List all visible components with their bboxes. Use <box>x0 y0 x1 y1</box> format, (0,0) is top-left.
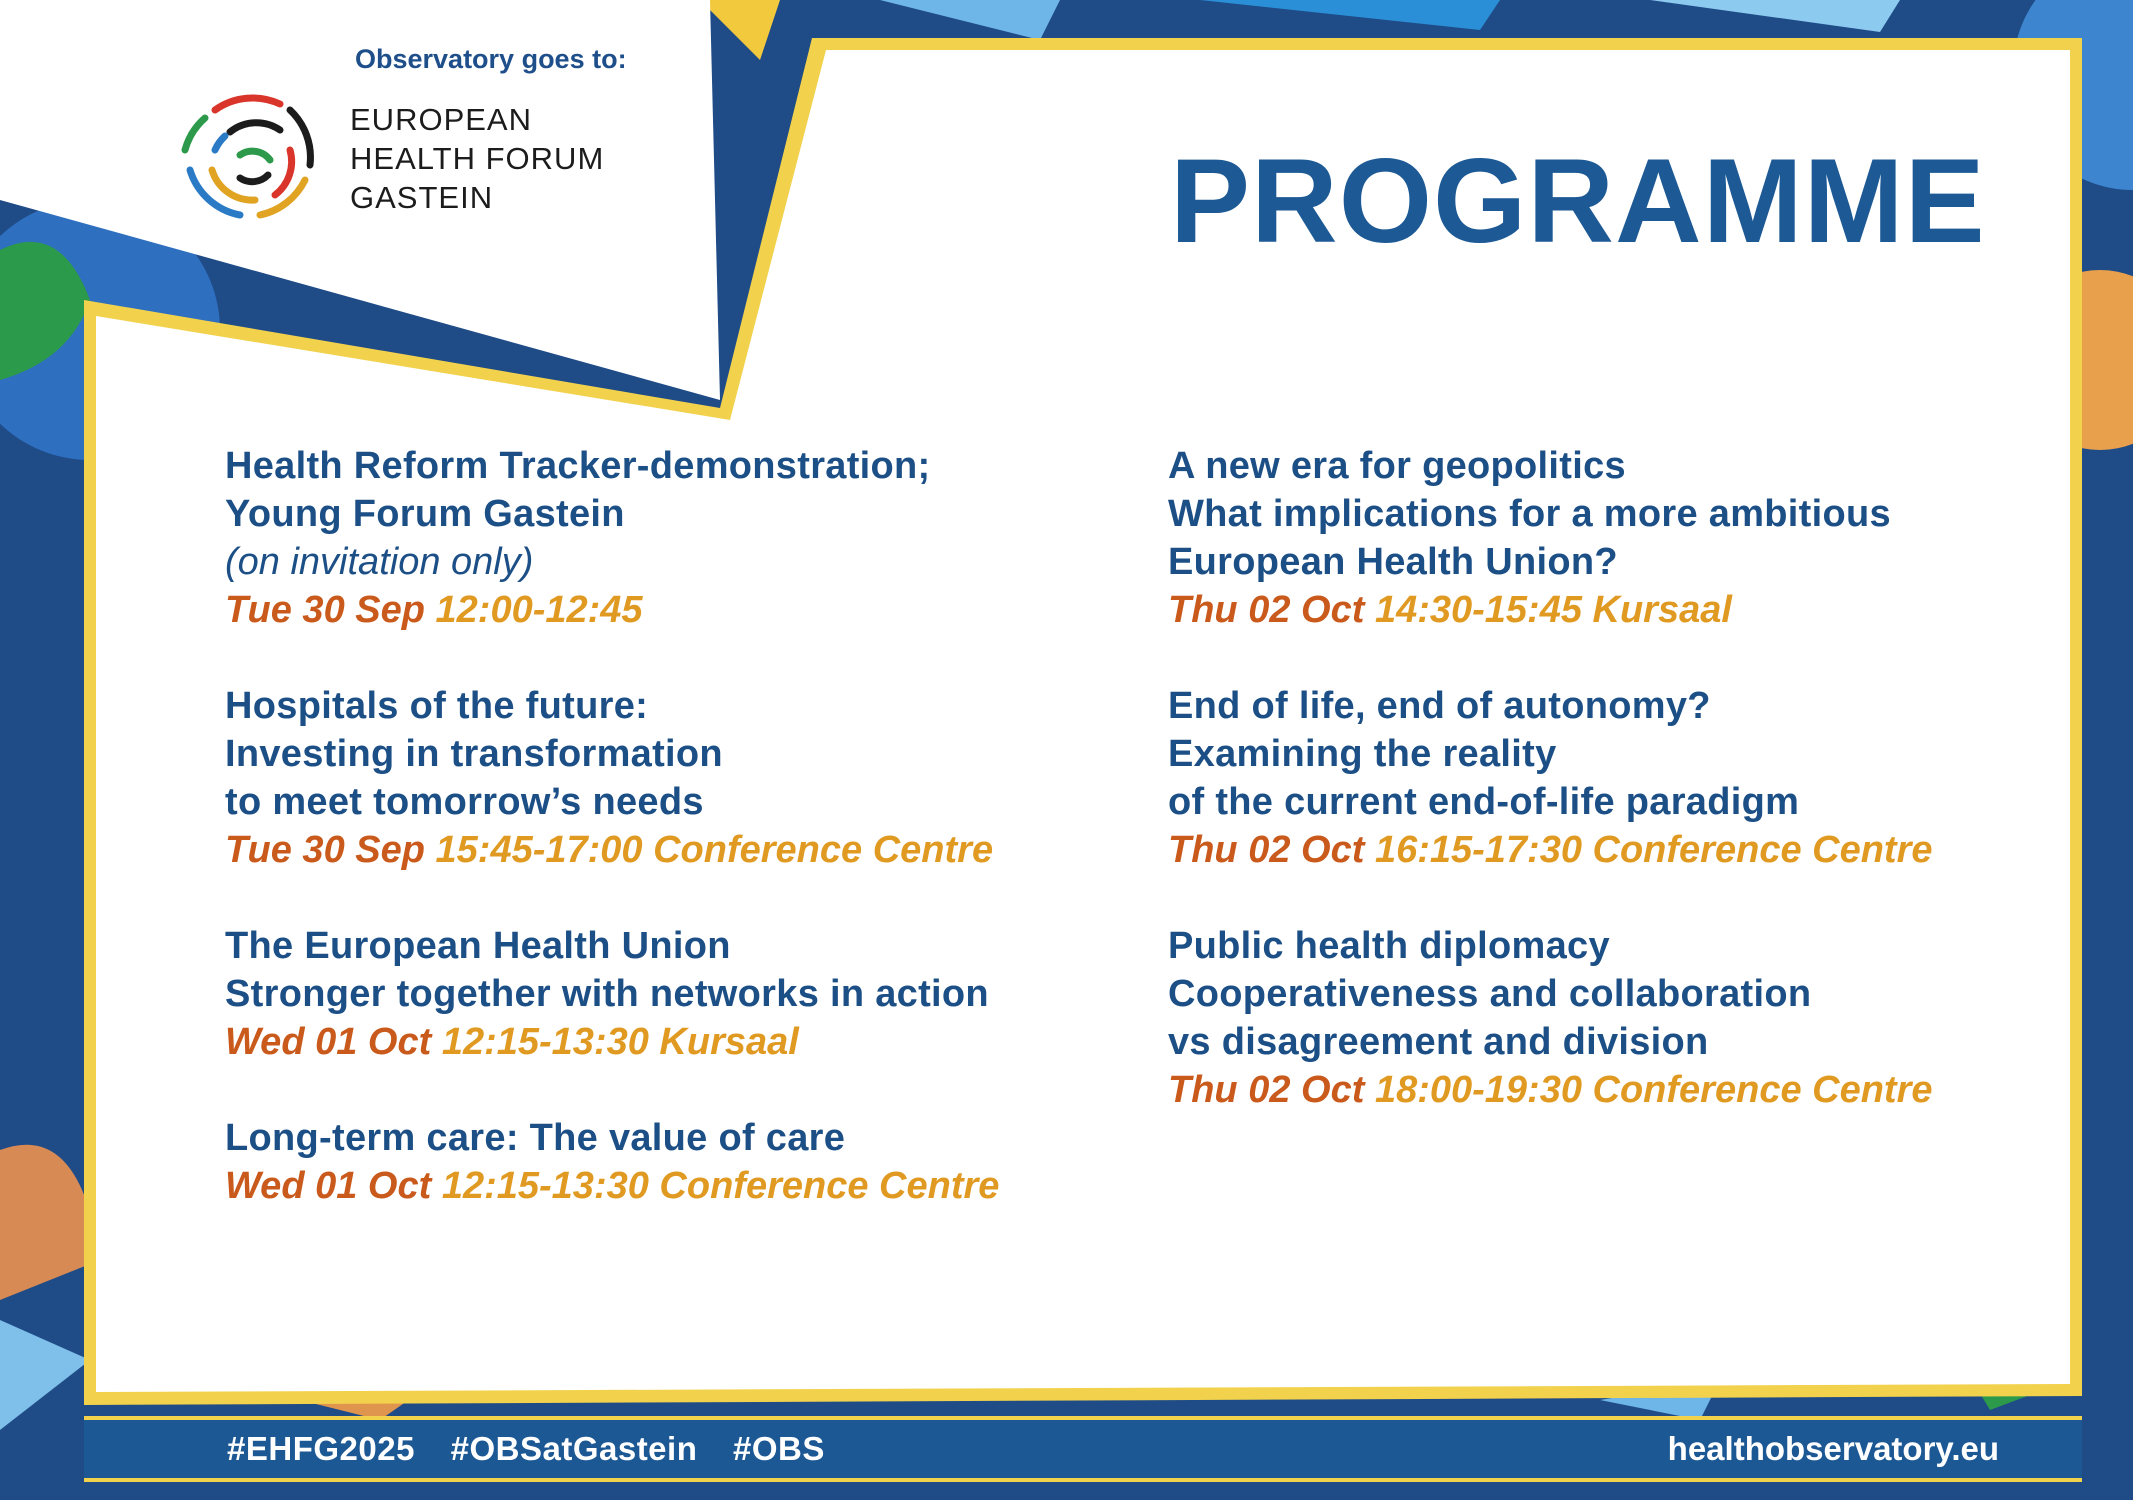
session-title: Cooperativeness and collaboration <box>1168 973 1812 1015</box>
session-note: (on invitation only) <box>225 541 534 583</box>
session-time: 12:15-13:30 Conference Centre <box>441 1165 1000 1207</box>
session-title: Long-term care: The value of care <box>225 1117 846 1159</box>
session-when <box>225 586 1085 634</box>
org-name-line: EUROPEAN <box>350 102 532 137</box>
session-title: Investing in transformation <box>225 733 723 775</box>
org-name <box>350 100 604 217</box>
session-day: Tue 30 Sep <box>225 829 425 871</box>
hashtag[interactable]: #OBS <box>733 1430 825 1467</box>
observatory-label: Observatory goes to: <box>355 44 627 74</box>
session-when <box>225 826 1085 874</box>
session-time: 16:15-17:30 Conference Centre <box>1374 829 1933 871</box>
hashtag[interactable]: #EHFG2025 <box>227 1430 415 1467</box>
session-item <box>1168 922 2028 1114</box>
session-time: 12:00-12:45 <box>435 589 643 631</box>
session-time: 12:15-13:30 Kursaal <box>441 1021 799 1063</box>
session-title: What implications for a more ambitious <box>1168 493 1891 535</box>
session-item <box>225 1114 1085 1210</box>
session-title: End of life, end of autonomy? <box>1168 685 1711 727</box>
session-title: to meet tomorrow’s needs <box>225 781 704 823</box>
session-title: European Health Union? <box>1168 541 1618 583</box>
session-title: The European Health Union <box>225 925 731 967</box>
session-when <box>225 1162 1085 1210</box>
hashtag[interactable]: #OBSatGastein <box>450 1430 698 1467</box>
session-day: Wed 01 Oct <box>225 1165 432 1207</box>
page-title: PROGRAMME <box>1170 134 1986 268</box>
left-sessions <box>225 442 1085 1258</box>
session-title: Stronger together with networks in action <box>225 973 989 1015</box>
session-item <box>1168 442 2028 634</box>
session-day: Thu 02 Oct <box>1168 829 1365 871</box>
session-title: of the current end-of-life paradigm <box>1168 781 1800 823</box>
session-item <box>225 442 1085 634</box>
session-item <box>225 922 1085 1066</box>
session-title: Young Forum Gastein <box>225 493 625 535</box>
session-when <box>1168 586 2028 634</box>
org-name-line: HEALTH FORUM <box>350 141 605 176</box>
session-item <box>225 682 1085 874</box>
session-time: 15:45-17:00 Conference Centre <box>435 829 994 871</box>
session-title: Public health diplomacy <box>1168 925 1610 967</box>
session-when <box>1168 1066 2028 1114</box>
website-link[interactable]: healthobservatory.eu <box>1667 1430 1999 1467</box>
session-day: Thu 02 Oct <box>1168 589 1365 631</box>
session-title: Health Reform Tracker-demonstration; <box>225 445 931 487</box>
session-title: Examining the reality <box>1168 733 1557 775</box>
session-when <box>225 1018 1085 1066</box>
session-when <box>1168 826 2028 874</box>
hashtags <box>227 1427 851 1471</box>
session-day: Tue 30 Sep <box>225 589 425 631</box>
session-title: A new era for geopolitics <box>1168 445 1626 487</box>
session-title: Hospitals of the future: <box>225 685 649 727</box>
session-title: vs disagreement and division <box>1168 1021 1709 1063</box>
right-sessions <box>1168 442 2028 1162</box>
session-item <box>1168 682 2028 874</box>
session-time: 14:30-15:45 Kursaal <box>1374 589 1732 631</box>
session-day: Thu 02 Oct <box>1168 1069 1365 1111</box>
session-time: 18:00-19:30 Conference Centre <box>1374 1069 1933 1111</box>
org-name-line: GASTEIN <box>350 180 494 215</box>
session-day: Wed 01 Oct <box>225 1021 432 1063</box>
